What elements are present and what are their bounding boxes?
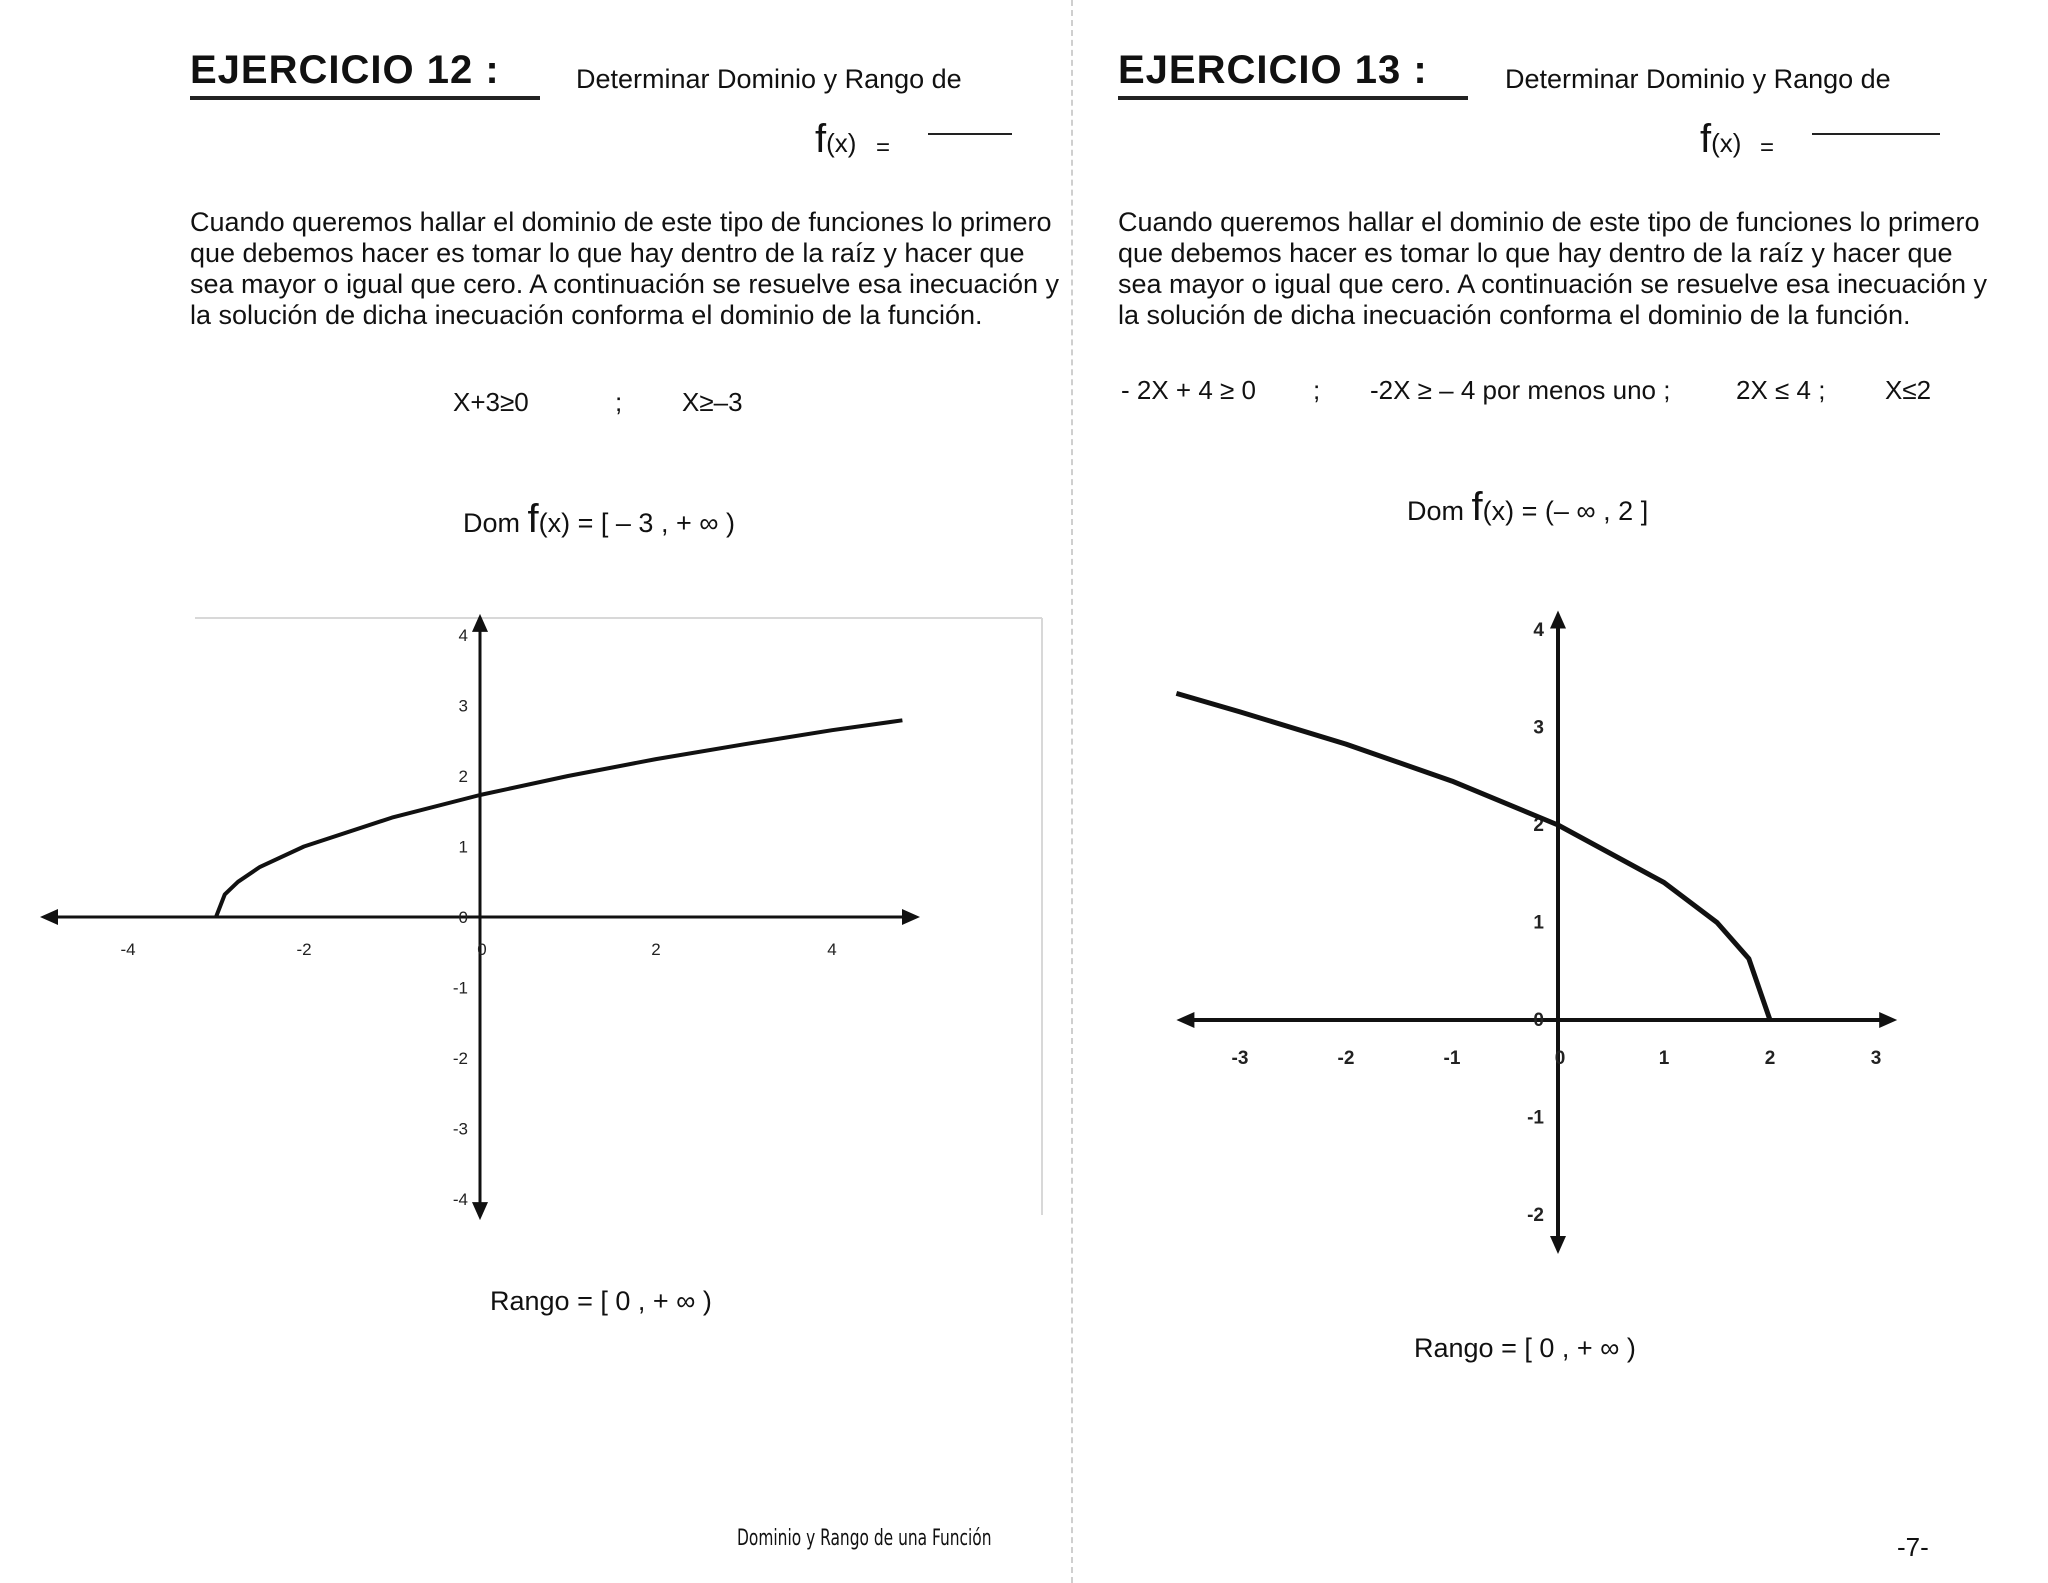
x-tick-label: -4 [120, 940, 136, 959]
graph-axes [40, 614, 920, 1220]
exercise-13-range: Rango = [ 0 , + ∞ ) [1414, 1333, 1636, 1363]
exercise-12-step-2: X≥–3 [682, 387, 743, 417]
exercise-13-root-bar [1812, 133, 1940, 135]
page-number: -7- [1897, 1532, 1929, 1562]
exercise-12-equals: = [876, 134, 891, 161]
function-curve [216, 720, 902, 917]
exercise-13-title: EJERCICIO 13 : [1118, 48, 1428, 92]
exercise-13-paragraph: Cuando queremos hallar el dominio de este tipo de funciones lo primero que debemos hacer es tomar lo que hay dentro de la raíz y hacer que sea mayor o igual que cero. A continuación se resuelve esa inecuación y la solución de dicha inecuación conforma el dominio de la función. [1118, 207, 1988, 330]
x-tick-label: 4 [827, 940, 837, 959]
exercise-13-underline [1118, 96, 1468, 100]
y-tick-label: -3 [452, 1119, 468, 1139]
exercise-13-equals: = [1760, 134, 1775, 161]
x-tick-label: 0 [1554, 1048, 1566, 1069]
x-tick-label: 0 [477, 940, 487, 959]
exercise-13-function-label: f(x) [1700, 117, 1742, 161]
exercise-12-root-bar [928, 133, 1012, 135]
exercise-12-step-sep: ; [615, 387, 623, 417]
y-tick-label: -1 [1527, 1107, 1544, 1129]
x-axis-arrow-left [1176, 1012, 1194, 1028]
exercise-12-step-1: X+3≥0 [453, 387, 529, 417]
exercise-12-range: Rango = [ 0 , + ∞ ) [490, 1286, 712, 1316]
y-tick-label: 0 [458, 908, 468, 927]
exercise-12-subtitle: Determinar Dominio y Rango de [576, 64, 962, 94]
exercise-13-step-2: -2X ≥ – 4 por menos uno ; [1370, 375, 1671, 405]
exercise-13-step-3: 2X ≤ 4 ; [1736, 375, 1826, 405]
y-axis-arrow-down [1550, 1236, 1566, 1254]
exercise-13-step-4: X≤2 [1885, 375, 1932, 405]
y-tick-label: 2 [458, 767, 468, 786]
y-tick-label: 3 [458, 696, 468, 716]
y-tick-label: -4 [452, 1190, 468, 1209]
x-axis-arrow-left [40, 909, 58, 925]
x-tick-label: -2 [296, 940, 312, 959]
exercise-13-subtitle: Determinar Dominio y Rango de [1505, 64, 1891, 94]
x-tick-label: 1 [1658, 1048, 1670, 1069]
x-axis-arrow-right [902, 909, 920, 925]
exercise-12-underline [190, 96, 540, 100]
exercise-13-domain: Dom f(x) = (– ∞ , 2 ] [1407, 485, 1649, 529]
x-tick-label: -3 [1231, 1048, 1249, 1069]
y-tick-label: 4 [458, 626, 468, 645]
y-axis-arrow-up [1550, 611, 1566, 629]
x-tick-label: 2 [1764, 1048, 1776, 1069]
exercise-12-title: EJERCICIO 12 : [190, 48, 500, 92]
exercise-12-function-label: f(x) [815, 117, 857, 161]
y-tick-label: -2 [1527, 1205, 1544, 1226]
exercise-13-step-1: - 2X + 4 ≥ 0 [1121, 375, 1256, 405]
exercise-12-domain: Dom f(x) = [ – 3 , + ∞ ) [463, 497, 735, 541]
function-curve [1176, 693, 1770, 1020]
footer-title: Dominio y Rango de una Función [737, 1526, 992, 1551]
x-axis-arrow-right [1879, 1012, 1897, 1028]
y-tick-label: 1 [1533, 912, 1544, 934]
y-axis-arrow-up [472, 614, 488, 632]
exercise-13-graph [1150, 610, 1910, 1280]
y-tick-label: -1 [452, 978, 468, 998]
y-tick-label: 2 [1533, 815, 1544, 836]
exercise-12-graph [120, 610, 1070, 1230]
x-tick-label: 2 [651, 940, 661, 959]
exercise-13-step-sep: ; [1313, 375, 1321, 405]
page-divider [1071, 0, 1073, 1583]
y-tick-label: 0 [1533, 1010, 1544, 1031]
y-tick-label: -2 [452, 1049, 468, 1068]
y-axis-arrow-down [472, 1202, 488, 1220]
x-tick-label: 3 [1870, 1048, 1882, 1069]
y-tick-label: 1 [458, 837, 468, 857]
x-tick-label: -1 [1443, 1048, 1461, 1069]
x-tick-label: -2 [1337, 1048, 1355, 1069]
y-tick-label: 4 [1533, 620, 1544, 641]
y-tick-label: 3 [1533, 717, 1544, 739]
exercise-12-paragraph: Cuando queremos hallar el dominio de este tipo de funciones lo primero que debemos hacer es tomar lo que hay dentro de la raíz y hacer que sea mayor o igual que cero. A continuación se resuelve esa inecuación y la solución de dicha inecuación conforma el dominio de la función. [190, 207, 1060, 330]
